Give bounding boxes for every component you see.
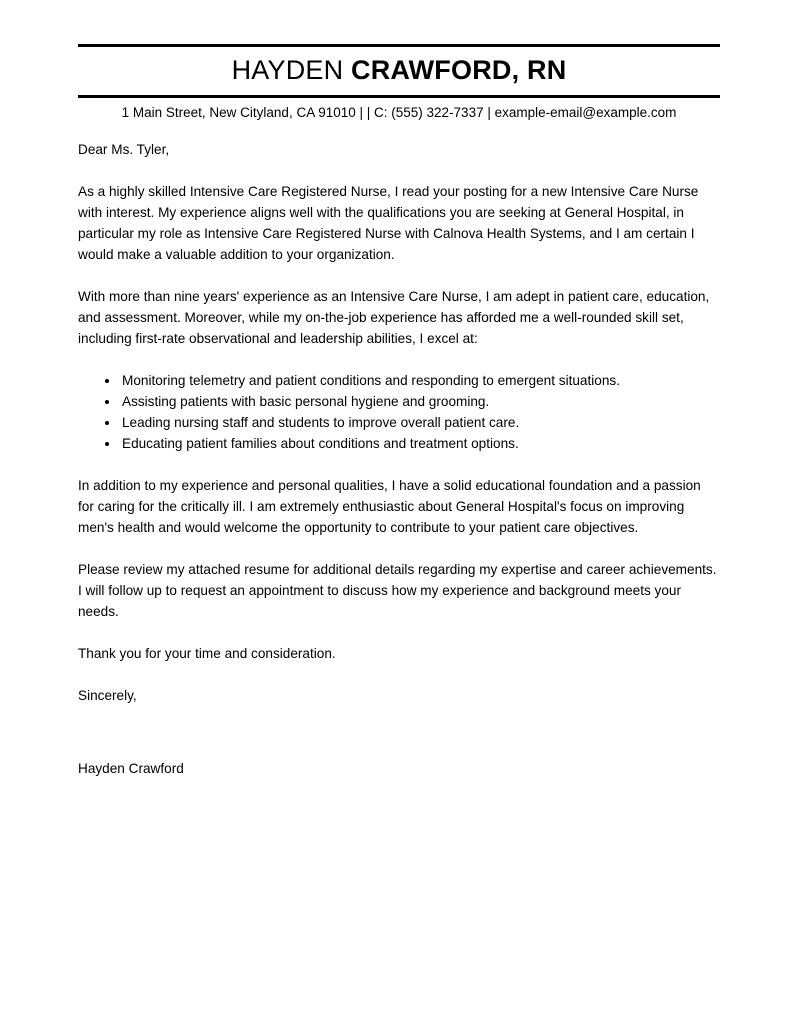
paragraph-intro: As a highly skilled Intensive Care Registered Nurse, I read your posting for a new Intensive Care Nurse with interest. My experience aligns well with the qualifications you are seeking at General Hospital, in particular my role as Intensive Care Registered Nurse with Calnova Health Systems, and I am certain I would make a valuable addition to your organization. xyxy=(78,184,699,262)
letterhead xyxy=(78,44,720,122)
bullet-icon xyxy=(105,421,109,425)
paragraph-qualities: In addition to my experience and personal qualities, I have a solid educational foundation and a passion for caring for the critically ill. I am extremely enthusiastic about General Hospital's focus on improving men's health and would welcome the opportunity to contribute to your patient care objectives. xyxy=(78,478,701,535)
list-item-label: Monitoring telemetry and patient conditions and responding to emergent situations. xyxy=(122,373,620,388)
paragraph-experience: With more than nine years' experience as an Intensive Care Nurse, I am adept in patient care, education, and assessment. Moreover, while my on-the-job experience has afforded me a well-rounded skill set, including first-rate observational and leadership abilities, I excel at: xyxy=(78,289,710,346)
list-item-label: Educating patient families about conditions and treatment options. xyxy=(122,436,519,451)
applicant-first-name: HAYDEN xyxy=(231,55,352,85)
applicant-last-name-credentials: CRAWFORD, RN xyxy=(351,55,567,85)
paragraph-followup: Please review my attached resume for additional details regarding my expertise and career achievements. I will follow up to request an appointment to discuss how my experience and background meets your needs. xyxy=(78,562,717,619)
contact-info: 1 Main Street, New Cityland, CA 91010 | | C: (555) 322-7337 | example-email@example.com xyxy=(121,105,677,120)
bullet-icon xyxy=(105,379,109,383)
list-item-label: Leading nursing staff and students to improve overall patient care. xyxy=(122,415,520,430)
letter-content xyxy=(78,44,720,779)
bullet-icon xyxy=(105,442,109,446)
skills-list xyxy=(78,370,720,454)
signature-name: Hayden Crawford xyxy=(78,761,184,776)
letter-body xyxy=(78,122,720,779)
list-item xyxy=(105,391,720,412)
salutation: Dear Ms. Tyler, xyxy=(78,142,170,157)
page-title xyxy=(78,47,720,95)
list-item xyxy=(105,370,720,391)
list-item xyxy=(105,412,720,433)
list-item xyxy=(105,433,720,454)
list-item-label: Assisting patients with basic personal hygiene and grooming. xyxy=(122,394,490,409)
bullet-icon xyxy=(105,400,109,404)
thank-you-line: Thank you for your time and consideration. xyxy=(78,646,336,661)
closing-line: Sincerely, xyxy=(78,688,137,703)
